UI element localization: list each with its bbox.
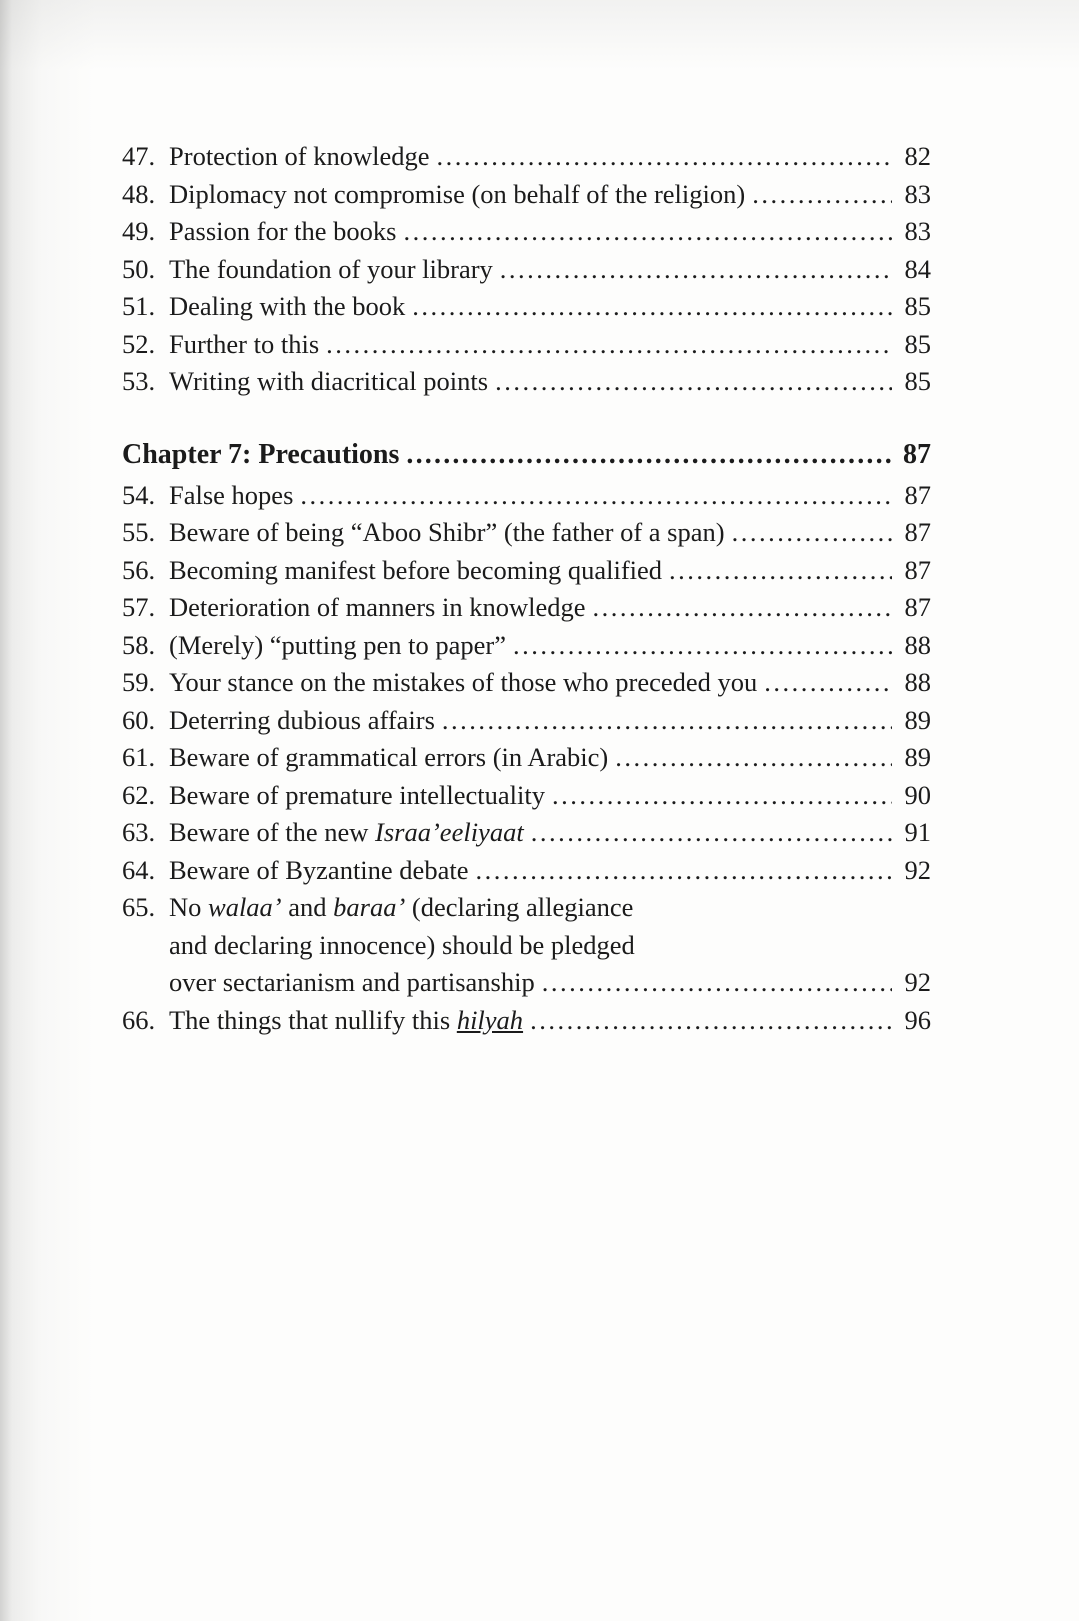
page-number: 88 — [904, 667, 931, 697]
page-number: 84 — [904, 253, 931, 284]
text-segment: Diplomacy not compromise (on behalf of the religion) — [169, 178, 746, 209]
text-segment: Writing with diacritical points — [169, 366, 489, 396]
entry-title — [169, 176, 745, 214]
page-number: 83 — [904, 178, 931, 209]
text-segment: Your stance on the mistakes of those who preceded you — [169, 667, 758, 697]
page-number: 92 — [904, 854, 931, 885]
entry-title — [169, 589, 586, 627]
toc-entry — [122, 514, 931, 552]
dot-leader — [412, 288, 892, 326]
dot-leader — [513, 627, 892, 665]
entry-title — [169, 927, 635, 965]
dot-leader — [530, 1002, 892, 1040]
entry-number: 58. — [122, 629, 156, 660]
toc-entry — [122, 739, 931, 777]
text-segment: The things that nullify this — [169, 1004, 457, 1035]
entry-body — [169, 777, 931, 815]
entry-body — [169, 627, 931, 665]
entry-line — [169, 251, 931, 289]
text-segment: Protection of knowledge — [169, 141, 430, 171]
entry-number: 64. — [122, 854, 156, 885]
entry-number: 65. — [122, 892, 156, 922]
text-segment: No — [169, 892, 209, 922]
dot-leader — [531, 814, 892, 852]
page-number: 87 — [904, 554, 931, 585]
text-segment: and declaring innocence) should be pledged — [169, 929, 635, 960]
text-segment: Further to this — [169, 328, 320, 359]
text-segment: Deterring dubious affairs — [169, 704, 435, 735]
entry-title — [169, 814, 524, 852]
toc-entry — [122, 552, 931, 590]
entry-title — [169, 363, 488, 401]
text-segment: Beware of grammatical errors (in Arabic) — [169, 742, 609, 772]
entry-title — [169, 288, 405, 326]
text-segment: over sectarianism and partisanship — [169, 967, 535, 997]
toc-entry — [122, 288, 931, 326]
text-segment: Beware of premature intellectuality — [169, 779, 545, 810]
dot-leader — [326, 326, 892, 364]
entry-title — [169, 889, 633, 927]
dot-leader — [475, 852, 892, 890]
entry-title — [169, 664, 757, 702]
dot-leader — [732, 514, 892, 552]
toc-entry — [122, 589, 931, 627]
page-number: 87 — [904, 479, 931, 510]
toc-entry — [122, 477, 931, 515]
entry-line — [169, 326, 931, 364]
dot-leader — [669, 552, 892, 590]
entry-body — [169, 176, 931, 214]
entry-line — [169, 213, 931, 251]
toc-entry — [122, 627, 931, 665]
page-number: 90 — [904, 779, 931, 810]
entry-body — [169, 251, 931, 289]
entry-title — [169, 477, 293, 515]
entry-line — [169, 777, 931, 815]
text-segment: baraa’ — [333, 892, 406, 922]
dot-leader — [406, 435, 892, 475]
entry-line — [169, 889, 931, 927]
entry-number: 57. — [122, 592, 156, 622]
text-segment: Dealing with the book — [169, 291, 406, 321]
entry-body — [169, 814, 931, 852]
page-number: 85 — [904, 366, 931, 396]
dot-leader — [752, 176, 892, 214]
entry-number: 60. — [122, 704, 156, 735]
text-segment: Deterioration of manners in knowledge — [169, 592, 586, 622]
entry-line — [169, 927, 931, 965]
text-segment: Passion for the books — [169, 216, 397, 246]
text-segment: Beware of being “Aboo Shibr” (the father of a span) — [169, 517, 725, 547]
text-segment: Israa’eeliyaat — [375, 817, 524, 847]
entry-line — [169, 739, 931, 777]
entry-title — [169, 702, 435, 740]
page-number: 85 — [904, 328, 931, 359]
toc-entry — [122, 251, 931, 289]
page-number: 89 — [904, 704, 931, 735]
page-number: 91 — [904, 817, 931, 847]
page-number: 87 — [904, 517, 931, 547]
dot-leader — [552, 777, 892, 815]
entry-line — [169, 477, 931, 515]
text-segment: Beware of the new — [169, 817, 376, 847]
text-segment: walaa’ — [208, 892, 282, 922]
entry-number: 51. — [122, 291, 156, 321]
entry-number: 53. — [122, 366, 156, 396]
toc-entry — [122, 1002, 931, 1040]
entry-title — [169, 138, 430, 176]
entry-body — [169, 213, 931, 251]
entry-line — [169, 363, 931, 401]
dot-leader — [615, 739, 892, 777]
page-number: 92 — [904, 967, 931, 997]
dot-leader — [500, 251, 892, 289]
entry-body — [169, 477, 931, 515]
entry-title — [169, 251, 493, 289]
entry-number: 50. — [122, 253, 156, 284]
entry-number: 48. — [122, 178, 156, 209]
page-number: 88 — [904, 629, 931, 660]
text-segment: Becoming manifest before becoming qualified — [169, 554, 663, 585]
entry-line — [169, 552, 931, 590]
toc-entry — [122, 889, 931, 1002]
dot-leader — [403, 213, 892, 251]
page-number: 87 — [904, 592, 931, 622]
page-number: 83 — [904, 216, 931, 246]
entry-body — [169, 664, 931, 702]
entry-title — [169, 213, 396, 251]
entry-body — [169, 1002, 931, 1040]
page-number: 89 — [904, 742, 931, 772]
toc-entry — [122, 176, 931, 214]
entry-number: 61. — [122, 742, 156, 772]
entry-line — [169, 1002, 931, 1040]
chapter-heading — [122, 435, 931, 475]
text-segment: and — [281, 892, 334, 922]
entry-title — [169, 1002, 523, 1040]
toc-entry — [122, 138, 931, 176]
entry-title — [169, 777, 545, 815]
toc-entry — [122, 326, 931, 364]
entry-body — [169, 514, 931, 552]
toc — [122, 138, 931, 1039]
entry-title — [169, 326, 319, 364]
toc-entry — [122, 702, 931, 740]
page-number: 82 — [904, 141, 931, 171]
dot-leader — [300, 477, 892, 515]
entry-title — [169, 627, 506, 665]
entry-line — [169, 664, 931, 702]
entry-number: 63. — [122, 817, 156, 847]
entry-title — [169, 552, 662, 590]
entry-body — [169, 288, 931, 326]
chapter-title: Chapter 7: Precautions — [122, 438, 400, 470]
entry-line — [169, 138, 931, 176]
entry-number: 55. — [122, 517, 156, 547]
dot-leader — [764, 664, 892, 702]
entry-number: 59. — [122, 667, 156, 697]
entry-body — [169, 363, 931, 401]
entry-line — [169, 514, 931, 552]
entry-line — [169, 964, 931, 1002]
text-segment: Beware of Byzantine debate — [169, 854, 469, 885]
toc-entry — [122, 852, 931, 890]
text-segment: The foundation of your library — [169, 253, 493, 284]
text-segment: False hopes — [169, 479, 294, 510]
entry-line — [169, 176, 931, 214]
entry-line — [169, 589, 931, 627]
dot-leader — [593, 589, 892, 627]
entry-title — [169, 514, 725, 552]
toc-entry — [122, 213, 931, 251]
entry-body — [169, 138, 931, 176]
toc-entry — [122, 363, 931, 401]
entry-line — [169, 702, 931, 740]
dot-leader — [442, 702, 892, 740]
entry-number: 47. — [122, 141, 156, 171]
entry-line — [169, 852, 931, 890]
dot-leader — [437, 138, 892, 176]
entry-title — [169, 739, 608, 777]
toc-entry — [122, 814, 931, 852]
entry-number: 49. — [122, 216, 156, 246]
page-number: 85 — [904, 291, 931, 321]
entry-line — [169, 288, 931, 326]
text-segment: (Merely) “putting pen to paper” — [169, 629, 507, 660]
entry-body — [169, 852, 931, 890]
entry-title — [169, 852, 468, 890]
entry-title — [169, 964, 535, 1002]
entry-number: 54. — [122, 479, 156, 510]
page-number: 96 — [904, 1004, 931, 1035]
entry-number: 52. — [122, 328, 156, 359]
entry-line — [169, 627, 931, 665]
toc-entry — [122, 664, 931, 702]
text-segment: (declaring allegiance — [405, 892, 634, 922]
entry-body — [169, 552, 931, 590]
entry-number: 62. — [122, 779, 156, 810]
entry-line — [169, 814, 931, 852]
toc-entry — [122, 777, 931, 815]
entry-number: 56. — [122, 554, 156, 585]
entry-body — [169, 889, 931, 1002]
chapter-page-number: 87 — [903, 438, 931, 470]
text-segment: hilyah — [456, 1004, 524, 1035]
entry-body — [169, 739, 931, 777]
entry-number: 66. — [122, 1004, 156, 1035]
entry-body — [169, 589, 931, 627]
dot-leader — [495, 363, 892, 401]
entry-body — [169, 326, 931, 364]
dot-leader — [542, 964, 892, 1002]
entry-body — [169, 702, 931, 740]
